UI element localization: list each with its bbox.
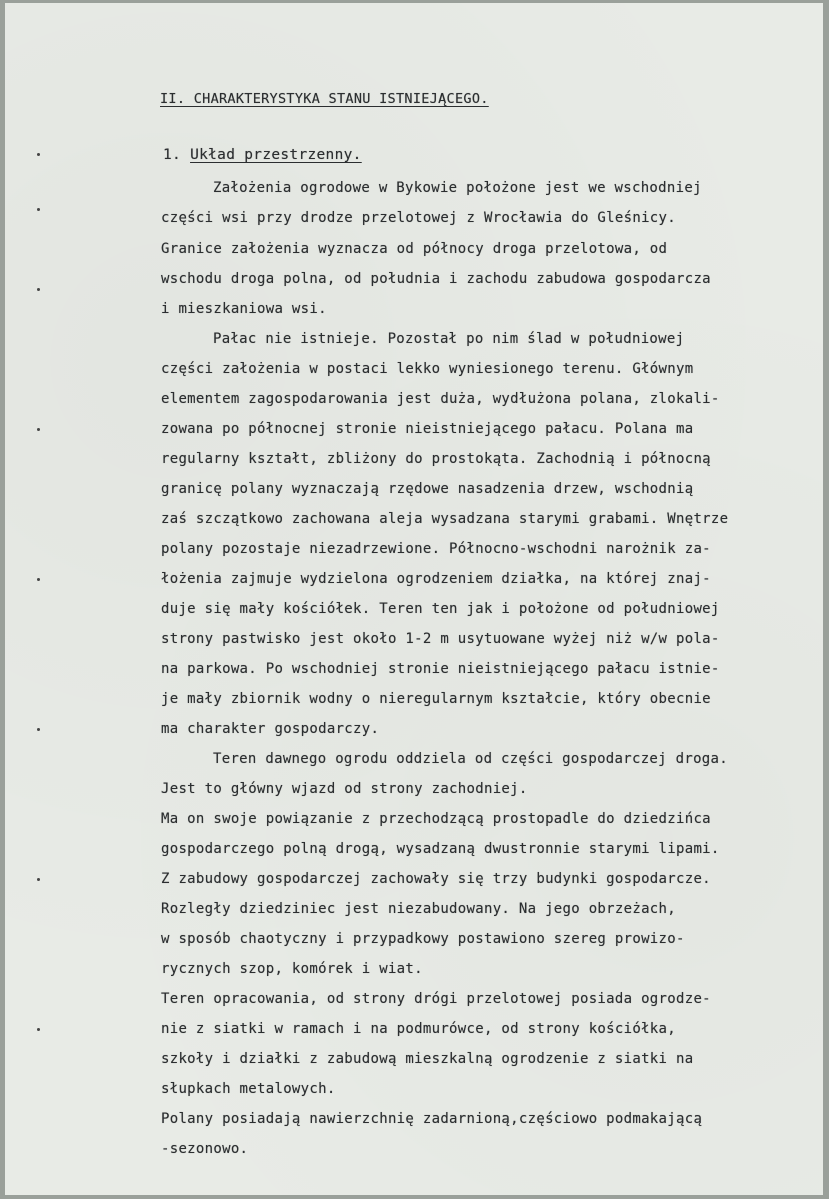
text-line: duje się mały kościółek. Teren ten jak i położone od południowej [161, 601, 720, 617]
text-line: Polany posiadają nawierzchnię zadarnioną,częściowo podmakającą [161, 1111, 703, 1127]
text-line: i mieszkaniowa wsi. [161, 301, 327, 317]
text-line: części założenia w postaci lekko wyniesionego terenu. Głównym [161, 361, 694, 377]
text-line: wschodu droga polna, od południa i zachodu zabudowa gospodarcza [161, 271, 711, 287]
text-line: gospodarczego polną drogą, wysadzaną dwustronnie starymi lipami. [161, 841, 720, 857]
text-line: strony pastwisko jest około 1-2 m usytuowane wyżej niż w/w pola- [161, 631, 720, 647]
document-page [5, 3, 823, 1195]
section-title-text: Układ przestrzenny. [190, 147, 362, 163]
text-line: szkoły i działki z zabudową mieszkalną ogrodzenie z siatki na [161, 1051, 694, 1067]
text-line: w sposób chaotyczny i przypadkowy postawiono szereg prowizo- [161, 931, 685, 947]
text-line: elementem zagospodarowania jest duża, wydłużona polana, zlokali- [161, 391, 720, 407]
text-line: ma charakter gospodarczy. [161, 721, 380, 737]
margin-mark [37, 288, 40, 291]
margin-mark [37, 728, 40, 731]
text-line: na parkowa. Po wschodniej stronie nieistniejącego pałacu istnie- [161, 661, 720, 677]
text-line: regularny kształt, zbliżony do prostokąta. Zachodnią i północną [161, 451, 711, 467]
margin-mark [37, 428, 40, 431]
text-line: je mały zbiornik wodny o nieregularnym kształcie, który obecnie [161, 691, 711, 707]
text-line: Teren opracowania, od strony drógi przelotowej posiada ogrodze- [161, 991, 711, 1007]
text-line: Założenia ogrodowe w Bykowie położone jest we wschodniej [213, 180, 702, 196]
text-line: Jest to główny wjazd od strony zachodniej. [161, 781, 528, 797]
text-line: Z zabudowy gospodarczej zachowały się trzy budynki gospodarcze. [161, 871, 711, 887]
text-line: Ma on swoje powiązanie z przechodzącą prostopadle do dziedzińca [161, 811, 711, 827]
margin-mark [37, 153, 40, 156]
margin-mark [37, 1028, 40, 1031]
text-line: zowana po północnej stronie nieistniejącego pałacu. Polana ma [161, 421, 694, 437]
text-line: zaś szczątkowo zachowana aleja wysadzana starymi grabami. Wnętrze [161, 511, 729, 527]
margin-mark [37, 208, 40, 211]
text-line: granicę polany wyznaczają rzędowe nasadzenia drzew, wschodnią [161, 481, 694, 497]
text-line: rycznych szop, komórek i wiat. [161, 961, 423, 977]
text-line: polany pozostaje niezadrzewione. Północno-wschodni narożnik za- [161, 541, 711, 557]
text-line: łożenia zajmuje wydzielona ogrodzeniem działka, na której znaj- [161, 571, 711, 587]
text-line: Pałac nie istnieje. Pozostał po nim ślad w południowej [213, 331, 685, 347]
text-line: nie z siatki w ramach i na podmurówce, od strony kościółka, [161, 1021, 676, 1037]
section-number: 1. [163, 147, 182, 163]
text-line: słupkach metalowych. [161, 1081, 336, 1097]
margin-mark [37, 878, 40, 881]
margin-mark [37, 578, 40, 581]
text-line: części wsi przy drodze przelotowej z Wrocławia do Gleśnicy. [161, 210, 676, 226]
chapter-heading: II. CHARAKTERYSTYKA STANU ISTNIEJĄCEGO. [160, 91, 489, 107]
text-line: -sezonowo. [161, 1141, 249, 1157]
text-line: Rozległy dziedziniec jest niezabudowany. Na jego obrzeżach, [161, 901, 676, 917]
section-title [163, 147, 362, 163]
text-line: Granice założenia wyznacza od północy droga przelotowa, od [161, 241, 668, 257]
text-line: Teren dawnego ogrodu oddziela od części gospodarczej droga. [213, 751, 728, 767]
